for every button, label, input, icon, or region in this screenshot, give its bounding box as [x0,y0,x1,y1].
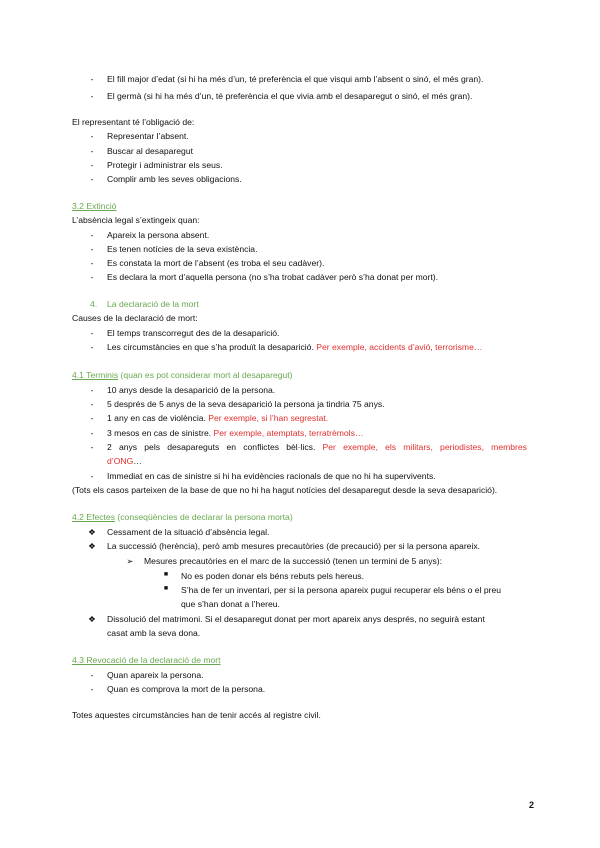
dash-bullet: - [90,670,94,680]
list-item: Representar l’absent. [107,131,189,141]
list-item [107,342,482,353]
page-number: 2 [528,800,534,810]
dash-bullet: - [90,174,94,184]
list-item: Dissolució del matrimoni. Si el desaparegut donat per mort apareix anys després, no seguirà estant [107,614,485,624]
list-item [107,413,328,424]
example-text: Per exemple, els militars, periodistes, membres [322,442,527,452]
item-text: Les circumstàncies en que s’ha produït la desaparició. [107,342,317,352]
item-text: 2 anys pels desapareguts en conflictes bèl·lics. [107,442,323,452]
list-item: Protegir i administrar els seus. [107,160,223,170]
item-text: … [133,456,142,466]
paragraph: L’absència legal s’extingeix quan: [72,215,200,225]
list-item: Es constata la mort de l’absent (es troba el seu cadàver). [107,258,325,268]
list-item: Immediat en cas de sinistre si hi ha evidències racionals de que no hi ha supervivents. [107,471,436,481]
list-item [107,428,363,439]
example-text: Per exemple, atemptats, terratrèmols… [213,428,364,438]
section-subtitle: (quan es pot considerar mort al desaparegut) [118,370,293,380]
diamond-bullet-icon: ❖ [88,527,96,537]
dash-bullet: - [90,471,94,481]
list-item: Quan apareix la persona. [107,670,204,680]
list-item-continuation [107,456,142,467]
section-subtitle: (conseqüències de declarar la persona morta) [115,512,293,522]
list-item: Complir amb les seves obligacions. [107,174,242,184]
dash-bullet: - [90,146,94,156]
dash-bullet: - [90,230,94,240]
dash-bullet: - [90,442,94,452]
list-item: El germà (si hi ha més d’un, té preferència el que vivia amb el desaparegut o sinó, el més gran). [107,91,473,101]
section-heading: La declaració de la mort [107,299,199,309]
list-item: El fill major d’edat (si hi ha més d’un, té preferència el que visqui amb l’absent o sinó, el més gran). [107,74,484,84]
square-bullet-icon: ■ [163,585,169,592]
list-item-continuation: casat amb la seva dona. [107,628,201,638]
item-text: 3 mesos en cas de sinistre. [107,428,214,438]
diamond-bullet-icon: ❖ [88,541,96,551]
list-item: Es tenen notícies de la seva existència. [107,244,258,254]
dash-bullet: - [90,385,94,395]
section-heading-line [72,512,293,523]
section-heading-line [72,370,293,381]
section-number: 4. [90,299,98,309]
list-item: 10 anys desde la desaparició de la persona. [107,385,276,395]
dash-bullet: - [90,258,94,268]
example-text: Per exemple, si l’han segrestat. [208,413,329,423]
list-item: Es declara la mort d’aquella persona (no s’ha trobat cadàver però s’ha donat per mort). [107,272,439,282]
dash-bullet: - [90,160,94,170]
dash-bullet: - [90,428,94,438]
dash-bullet: - [90,399,94,409]
dash-bullet: - [90,328,94,338]
section-heading: 4.3 Revocació de la declaració de mort [72,655,221,665]
paragraph: Causes de la declaració de mort: [72,313,198,323]
section-heading: 4.1 Terminis [72,370,119,380]
example-text: d’ONG [107,456,134,466]
list-item: El temps transcorregut des de la desaparició. [107,328,280,338]
list-item: Cessament de la situació d’absència legal. [107,527,270,537]
dash-bullet: - [90,342,94,352]
dash-bullet: - [90,74,94,84]
list-item: S’ha de fer un inventari, per si la persona apareix pugui recuperar els béns o el preu [181,585,502,595]
note-paragraph: (Tots els casos parteixen de la base de que no hi ha hagut notícies del desaparegut desde la seva desaparició). [72,485,498,495]
diamond-bullet-icon: ❖ [88,614,96,624]
item-text: 1 any en cas de violència. [107,413,209,423]
list-item: Apareix la persona absent. [107,230,210,240]
list-item: No es poden donar els béns rebuts pels hereus. [181,571,364,581]
list-item: Buscar al desaparegut [107,146,193,156]
square-bullet-icon: ■ [163,571,169,578]
list-item [107,442,527,453]
example-text: Per exemple, accidents d’avió, terrorisme… [316,342,483,352]
list-item: Quan es comprova la mort de la persona. [107,684,266,694]
dash-bullet: - [90,684,94,694]
dash-bullet: - [90,413,94,423]
section-heading: 4.2 Efectes [72,512,115,522]
dash-bullet: - [90,272,94,282]
section-heading: 3.2 Extinció [72,201,117,211]
list-item: 5 després de 5 anys de la seva desaparició la persona ja tindria 75 anys. [107,399,385,409]
dash-bullet: - [90,244,94,254]
paragraph: El representant té l’obligació de: [72,117,195,127]
closing-paragraph: Totes aquestes circumstàncies han de tenir accés al registre civil. [72,710,321,720]
list-item: Mesures precautòries en el marc de la successió (tenen un termini de 5 anys): [144,556,443,566]
list-item: La successió (herència), però amb mesures precautòries (de precaució) per si la persona apareix. [107,541,481,551]
dash-bullet: - [90,131,94,141]
arrow-bullet-icon: ➢ [126,556,134,566]
dash-bullet: - [90,91,94,101]
list-item-continuation: que s’han donat a l’hereu. [181,599,280,609]
